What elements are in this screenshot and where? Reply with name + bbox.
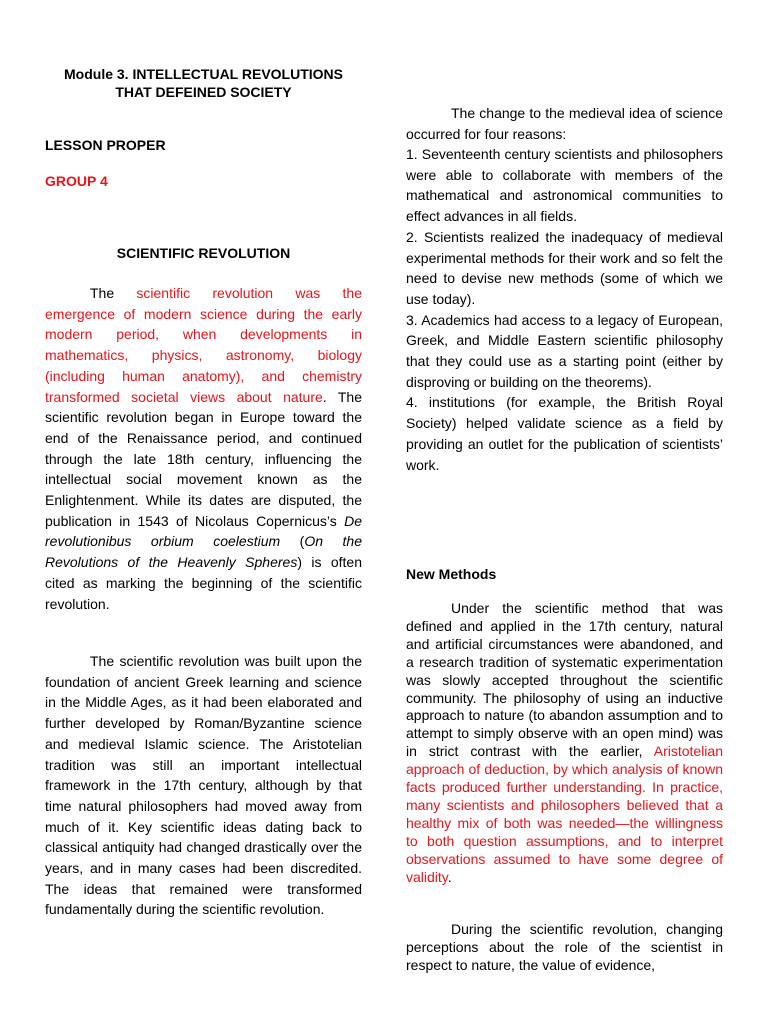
left-paragraph-2: The scientific revolution was built upon the foundation of ancient Greek learning and science in the Middle Ages, as it had been elaborated and further developed by Roman/Byzantine science and medieval Islamic science. The Aristotelian tradition was still an important intellectual framework in the 17th century, although by that time natural philosophers had moved away from much of it. Key scientific ideas dating back to classical antiquity had changed drastically over the years, and in many cases had been discredited. The ideas that remained were transformed fundamentally during the scientific revolution. bbox=[45, 653, 362, 918]
left-paragraph-1 bbox=[45, 283, 362, 614]
p1-italic-latin-title: De revolutionibus orbium coelestium bbox=[45, 512, 362, 550]
p1-text-c: ( bbox=[280, 533, 305, 550]
p1-text-a: The bbox=[90, 285, 137, 301]
p1-text-b: . The scientific revolution began in Europe toward the end of the Renaissance period, and continued through the late 18th century, influencing the intellectual social movement known as the Enlightenment. While its dates are disputed, the publication in 1543 of Nicolaus Copernicus’s bbox=[45, 388, 362, 529]
p1-text-d: ) is often cited as marking the beginning of the scientific revolution. bbox=[45, 554, 362, 612]
right-intro: The change to the medieval idea of science occurred for four reasons: bbox=[406, 105, 723, 142]
title-line-2: THAT DEFEINED SOCIETY bbox=[115, 84, 292, 100]
reason-item: 3. Academics had access to a legacy of European, Greek, and Middle Eastern scientific philosophy that they could use as a starting point (either by disproving or building on the theorems). bbox=[406, 311, 723, 390]
reason-item: 2. Scientists realized the inadequacy of medieval experimental methods for their work and so felt the need to devise new methods (some of which we use today). bbox=[406, 228, 723, 307]
new-methods-heading: New Methods bbox=[406, 566, 497, 582]
p1-highlight: scientific revolution was the emergence of modern science during the early modern period, when developments in mathematics, physics, astronomy, biology (including human anatomy), and chemistry transformed societal views about nature bbox=[45, 285, 362, 405]
section-heading: SCIENTIFIC REVOLUTION bbox=[116, 245, 291, 261]
reason-item: 4. institutions (for example, the British Royal Society) helped validate science as a field by providing an outlet for the publication of scientists’ work. bbox=[406, 394, 723, 473]
reason-item: 1. Seventeenth century scientists and philosophers were able to collaborate with members of the mathematical and astronomical communities to effect advances in all fields. bbox=[406, 146, 723, 225]
lesson-heading: LESSON PROPER bbox=[45, 137, 166, 153]
reasons-list bbox=[406, 144, 723, 475]
nm-highlight: Aristotelian approach of deduction, by which analysis of known facts produced further understanding. In practice, many scientists and philosophers believed that a healthy mix of both was needed—the willingness to both question assumptions, and to interpret observations assumed to have some degree of validity bbox=[406, 743, 723, 885]
new-methods-paragraph-2: During the scientific revolution, changing perceptions about the role of the scientist in respect to nature, the value of evidence, bbox=[406, 921, 723, 973]
document-title bbox=[45, 65, 362, 101]
title-line-1: Module 3. INTELLECTUAL REVOLUTIONS bbox=[64, 66, 343, 82]
nm-text-b: . bbox=[447, 868, 452, 885]
group-heading: GROUP 4 bbox=[45, 173, 108, 189]
nm-text-a: Under the scientific method that was defined and applied in the 17th century, natural and artificial circumstances were abandoned, and a research tradition of systematic experimentation was slowly accepted throughout the scientific community. The philosophy of using an inductive approach to nature (to abandon assumption and to attempt to simply observe with an open mind) was in strict contrast with the earlier, bbox=[406, 600, 723, 760]
p1-italic-english-title: On the Revolutions of the Heavenly Spheres bbox=[45, 533, 362, 571]
new-methods-paragraph-1 bbox=[406, 600, 723, 887]
